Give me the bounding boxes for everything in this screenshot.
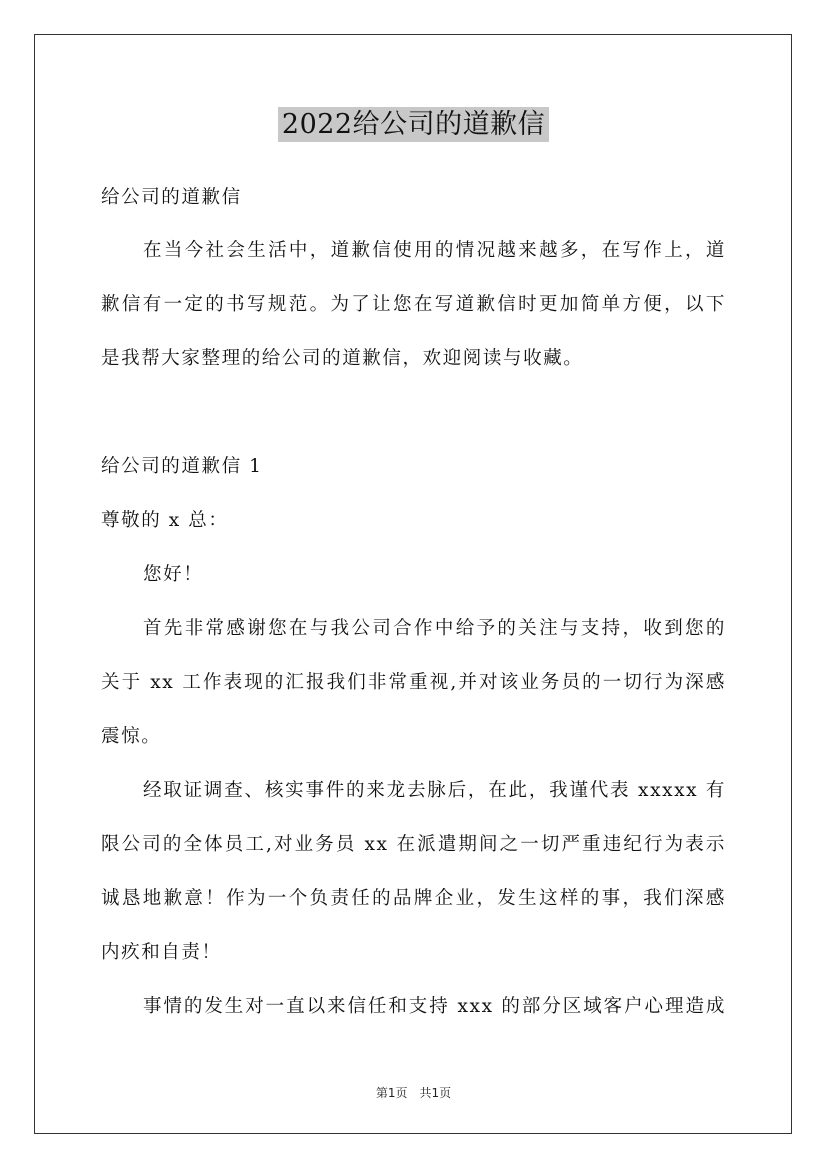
page-footer <box>0 1084 827 1101</box>
greeting: 您好！ <box>143 564 204 585</box>
paragraph-line: 关于 xx 工作表现的汇报我们非常重视,并对该业务员的一切行为深感 <box>101 672 726 693</box>
section-heading: 给公司的道歉信 1 <box>101 456 263 477</box>
paragraph-line: 是我帮大家整理的给公司的道歉信，欢迎阅读与收藏。 <box>101 348 584 369</box>
paragraph-line: 事情的发生对一直以来信任和支持 xxx 的部分区域客户心理造成 <box>143 996 726 1017</box>
subtitle-line: 给公司的道歉信 <box>101 187 242 208</box>
paragraph-line: 限公司的全体员工,对业务员 xx 在派遣期间之一切严重违纪行为表示 <box>101 834 726 855</box>
paragraph-line: 震惊。 <box>101 726 162 747</box>
paragraph-line: 内疚和自责！ <box>101 942 222 963</box>
document-title <box>0 102 827 141</box>
paragraph-line: 在当今社会生活中，道歉信使用的情况越来越多，在写作上，道 <box>143 240 726 261</box>
paragraph-line: 首先非常感谢您在与我公司合作中给予的关注与支持，收到您的 <box>143 618 726 639</box>
salutation: 尊敬的 x 总： <box>101 510 229 531</box>
page-number-label: 第1页 共1页 <box>375 1086 452 1100</box>
title-text: 2022给公司的道歉信 <box>278 107 549 142</box>
paragraph-line: 歉信有一定的书写规范。为了让您在写道歉信时更加简单方便，以下 <box>101 294 726 315</box>
paragraph-line: 诚恳地歉意！作为一个负责任的品牌企业，发生这样的事，我们深感 <box>101 888 726 909</box>
paragraph-line: 经取证调查、核实事件的来龙去脉后，在此，我谨代表 xxxxx 有 <box>143 780 726 801</box>
